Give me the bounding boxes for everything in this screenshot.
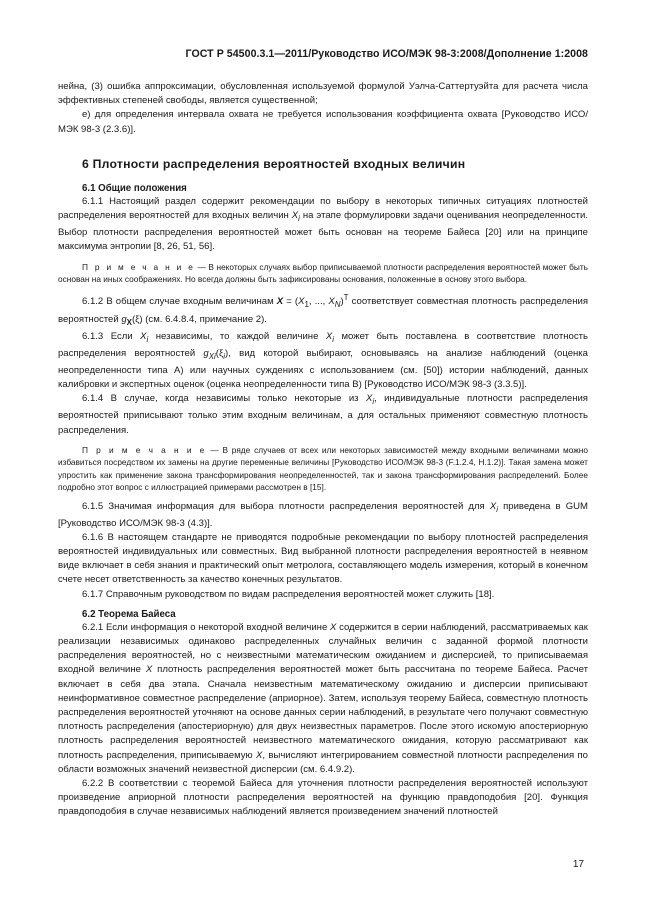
- page-content: [58, 80, 588, 820]
- subsection-title-6-2: 6.2 Теорема Байеса: [82, 608, 176, 620]
- section-title: 6 Плотности распределения вероятностей входных величин: [82, 156, 466, 171]
- paragraph-6-1-5: 6.1.5 Значимая информация для выбора плотности распределения вероятностей для $X_i$ приведена в GUM [Руководство ИСО/МЭК 98-3 (4.3)].: [58, 500, 588, 529]
- item-e-paragraph: е) для определения интервала охвата не требуется использования коэффициента охвата [Руководство ИСО/МЭК 98-3 (2.3.6)].: [58, 109, 588, 135]
- paragraph-6-1-6: 6.1.6 В настоящем стандарте не приводятся подробные рекомендации по выбору плотностей распределения вероятностей индивидуальных или совместных. Вид выбранной плотности распределения вероятностей в неявном виде включает в себя знания и практический опыт метролога, составляющего модель измерения, который в конечном счете несет ответственность за качество конечных результатов.: [58, 531, 588, 586]
- paragraph-6-2-2: 6.2.2 В соответствии с теоремой Байеса для уточнения плотности распределения вероятностей используют произведение априорной плотности распределения вероятностей на функцию правдоподобия [20]. Функция правдоподобия в случае независимых наблюдений является произведением значений плотностей: [58, 778, 588, 818]
- paragraph-6-1-3: 6.1.3 Если $X_i$ независимы, то каждой величине $X_i$ может быть поставлена в соответствие плотность распределения вероятностей $g_{Xi}(\xi_i)$, вид которой выбирают, основываясь на анализе наблюдений (оценка неопределенности типа А) или научных суждениях с использованием (см. [50]) истории наблюдений, данных калибровки и экспертных оценок (оценка неопределенности типа В) [Руководство ИСО/МЭК 98-3 (3.3.5)].: [58, 330, 588, 391]
- paragraph-6-2-1: 6.2.1 Если информация о некоторой входной величине X содержится в серии наблюдений, рассматриваемых как реализации независимых одинаково распределенных случайных величин с заданной формой плотности распределения вероятностей, но с неизвестными математическим ожиданием и дисперсией, то приписываемая входной величине X плотность распределения вероятностей может быть рассчитана по теореме Байеса. Расчет включает в себя два этапа. Сначала неизвестным математическому ожиданию и дисперсии приписывают неинформативное совместное распределение (априорное). Затем, используя теорему Байеса, совместную плотность распределения вероятностей уточняют на основе данных серии наблюдений, в результате чего получают совместную плотность распределения (апостериорную) для двух неизвестных параметров. После этого искомую апостериорную плотность распределения вероятностей неизвестного математического ожидания, которую рассматривают как плотность распределения, приписываемую X, вычисляют интегрированием совместной плотности распределения по области возможных значений неизвестной дисперсии (см. 6.4.9.2).: [58, 621, 588, 775]
- note-2: П р и м е ч а н и е — В ряде случаев от всех или некоторых зависимостей между входными величинами можно избавиться посредством их замены на другие переменные величины [Руководство ИСО/МЭК 98-3 (F.1.2.4, Н.1.2)]. Такая замена может упростить как применение закона трансформирования неопределенностей, так и закона трансформирования распределений. Более подробно этот вопрос с иллюстрацией примерами рассмотрен в [15].: [58, 444, 588, 493]
- paragraph-6-1-1: 6.1.1 Настоящий раздел содержит рекомендации по выбору в некоторых типичных ситуациях плотностей распределения вероятностей для входных величин $X_i$ на этапе формулировки задачи оценивания неопределенности. Выбор плотности распределения вероятностей может быть основан на теореме Байеса [20] или на принципе максимума энтропии [8, 26, 51, 56].: [58, 195, 588, 253]
- subsection-title-6-1: 6.1 Общие положения: [82, 182, 187, 194]
- paragraph-6-1-7: 6.1.7 Справочным руководством по видам распределения вероятностей может служить [18].: [82, 588, 495, 600]
- page-header: ГОСТ Р 54500.3.1—2011/Руководство ИСО/МЭК 98-3:2008/Дополнение 1:2008: [185, 48, 588, 60]
- note-1: П р и м е ч а н и е — В некоторых случаях выбор приписываемой плотности распределения вероятностей может быть основан на иных соображениях. Но всегда должны быть зафиксированы основания, положенные в основу этого выбора.: [58, 261, 588, 284]
- paragraph-6-1-2: 6.1.2 В общем случае входным величинам $X = (X_1$, ..., $X_N)^T$ соответствует совместная плотность распределения вероятностей $g_X(\xi)$ (см. 6.4.8.4, примечание 2).: [58, 293, 589, 327]
- page-number: 17: [572, 859, 584, 870]
- intro-paragraph: нейна, (3) ошибка аппроксимации, обусловленная используемой формулой Уэлча-Саттертуэйта для расчета числа эффективных степеней свободы, является существенной;: [58, 81, 588, 107]
- paragraph-6-1-4: 6.1.4 В случае, когда независимы только некоторые из $X_i$, индивидуальные плотности распределения вероятностей приписывают только этим входным величинам, а для остальных применяют совместную плотность распределения.: [58, 393, 588, 436]
